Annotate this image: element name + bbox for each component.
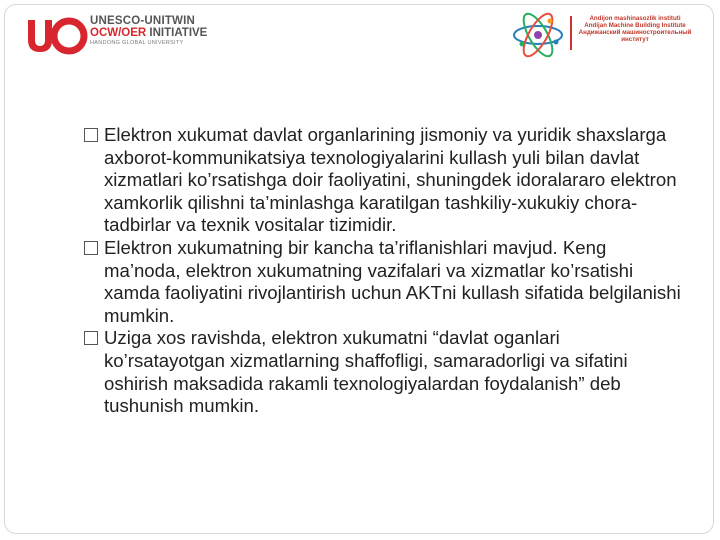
institute-name-en: Andijan Machine Building Institute — [584, 22, 686, 30]
logo-subtitle-line — [90, 27, 207, 39]
bullet-paragraph — [84, 237, 684, 327]
bullet-paragraph — [84, 124, 684, 237]
logo-divider — [570, 16, 572, 50]
paragraph-text: Elektron xukumatning bir kancha ta’riflanishlari mavjud. Keng ma’noda, elektron xukumatning vazifalari va xizmatlar ko’rsatishi xamda faoliyatini rivojlantirish uchun AKTni kullash sifatida belgilanishi mumkin. — [104, 236, 681, 326]
bullet-paragraph — [84, 327, 684, 417]
bullet-box-icon — [84, 331, 98, 345]
institute-emblem-icon — [510, 12, 566, 58]
bullet-box-icon — [84, 241, 98, 255]
logo-title-line: UNESCO-UNITWIN — [90, 15, 196, 27]
institute-name-uz: Andijon mashinasozlik instituti — [589, 15, 681, 22]
institute-name-ru: Андижанский машиностроительный — [578, 29, 692, 37]
unesco-logo-mark-icon — [24, 16, 88, 56]
slide-body — [84, 124, 684, 418]
logo-university-line: HANDONG GLOBAL UNIVERSITY — [90, 40, 184, 47]
bullet-box-icon — [84, 128, 98, 142]
unesco-unitwin-logo — [24, 14, 224, 60]
institute-name — [576, 15, 694, 44]
logo-ocw-text: OCW/OER — [90, 27, 147, 40]
paragraph-text: Uziga xos ravishda, elektron xukumatni “davlat oganlari ko’rsatayotgan xizmatlarning shaffofligi, samaradorligi va sifatini oshirish maksadida rakamli texnologiyalardan foydalanish” deb tushunish mumkin. — [104, 327, 628, 417]
andijan-institute-logo — [510, 12, 710, 58]
logo-initiative-text: INITIATIVE — [146, 27, 208, 40]
paragraph-text: Elektron xukumat davlat organlarining jismoniy va yuridik shaxslarga axborot-kommunikatsiya texnologiyalarini kullash yuli bilan davlat xizmatlari ko’rsatishga doir faoliyatini, shuningdek idoralararo elektron xamkorlik qilishni ta’minlashga karatilgan tashkiliy-xukukiy chora-tadbirlar va texnik vositalar tizimidir. — [104, 124, 677, 236]
institute-name-ru-cont: институт — [621, 36, 649, 44]
